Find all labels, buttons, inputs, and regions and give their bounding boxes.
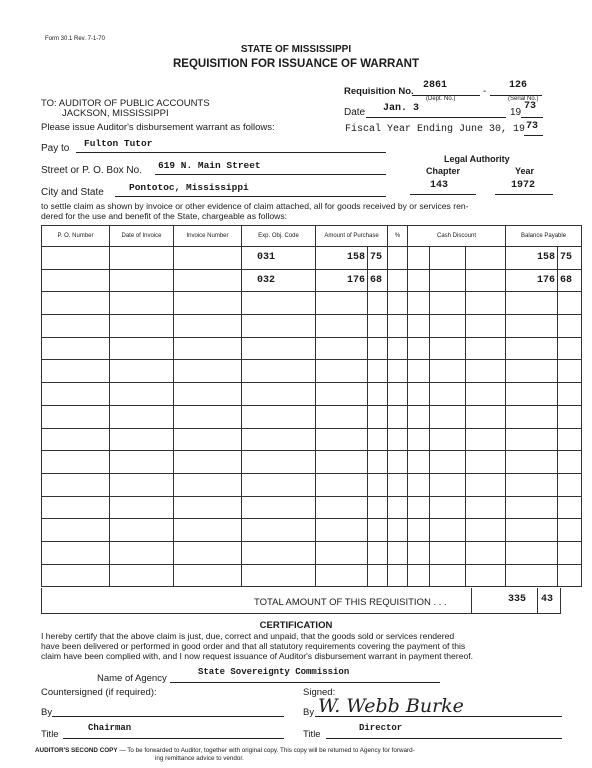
header-percent: % <box>388 226 408 247</box>
balance-cents-cell: 68 <box>558 269 582 292</box>
street-value[interactable]: 619 N. Main Street <box>158 160 261 171</box>
fiscal-year[interactable]: 73 <box>526 121 539 132</box>
year-value[interactable]: 1972 <box>511 180 536 191</box>
footer-text-2: ing remittance advice to vendor. <box>155 755 244 762</box>
chapter-value[interactable]: 143 <box>430 180 449 191</box>
countersign-title-value[interactable]: Chairman <box>88 723 132 733</box>
amount-cents-cell: 68 <box>368 269 388 292</box>
city-value[interactable]: Pontotoc, Mississippi <box>129 182 249 193</box>
city-label: City and State <box>41 187 104 198</box>
table-row <box>42 247 582 270</box>
balance-cents-cell: 75 <box>558 247 582 270</box>
chapter-label: Chapter <box>426 166 461 176</box>
addressee-line-1: TO: AUDITOR OF PUBLIC ACCOUNTS <box>41 98 210 109</box>
date-year[interactable]: 73 <box>524 101 537 112</box>
agency-label: Name of Agency <box>97 673 167 684</box>
table-header-row <box>42 226 582 247</box>
instruction-text: Please issue Auditor's disbursement warrant as follows: <box>41 122 275 133</box>
countersign-title-label: Title <box>41 729 59 740</box>
countersign-by-label: By <box>41 707 53 718</box>
requisition-label: Requisition No. <box>344 86 414 97</box>
settle-text-line-2: dered for the use and benefit of the State, chargeable as follows: <box>41 211 288 221</box>
requisition-dash: - <box>483 86 487 97</box>
dept-number[interactable]: 2861 <box>423 80 448 91</box>
pay-to-value[interactable]: Fulton Tutor <box>84 138 153 149</box>
certification-title: CERTIFICATION <box>259 620 333 631</box>
pay-to-label: Pay to <box>41 143 70 154</box>
total-dollars: 335 <box>508 594 527 605</box>
footer-text-1: — To be forwarded to Auditor, together with original copy. This copy will be returned to Agency for forward- <box>119 747 415 754</box>
countersigned-label: Countersigned (if required): <box>41 687 157 698</box>
amount-cents-cell: 75 <box>368 247 388 270</box>
form-number: Form 30.1 Rev. 7-1-70 <box>45 36 105 42</box>
settle-text-line-1: to settle claim as shown by invoice or other evidence of claim attached, all for goods received by or services ren- <box>41 201 469 211</box>
signature[interactable]: W. Webb Burke <box>318 695 464 717</box>
amount-dollars-cell: 176 <box>316 269 368 292</box>
signed-label: Signed: <box>303 687 336 698</box>
signer-title-value[interactable]: Director <box>359 723 403 733</box>
table-row <box>42 269 582 292</box>
header-invoice-number: Invoice Number <box>174 226 242 247</box>
certification-line-1: I hereby certify that the above claim is just, due, correct and unpaid, that the goods sold or services rendered <box>41 631 455 641</box>
balance-dollars-cell: 176 <box>506 269 558 292</box>
state-heading: STATE OF MISSISSIPPI <box>240 44 352 55</box>
signer-title-label: Title <box>303 729 321 740</box>
serial-number[interactable]: 126 <box>509 80 528 91</box>
street-label: Street or P. O. Box No. <box>41 165 142 176</box>
total-row <box>41 588 561 614</box>
charges-table <box>41 225 582 587</box>
total-label: TOTAL AMOUNT OF THIS REQUISITION . . . <box>254 597 447 608</box>
amount-dollars-cell: 158 <box>316 247 368 270</box>
date-value[interactable]: Jan. 3 <box>383 103 420 114</box>
header-balance-payable: Balance Payable <box>506 226 582 247</box>
footer-line-1 <box>35 747 415 754</box>
date-label: Date <box>344 107 366 118</box>
signed-by-label: By <box>303 707 315 718</box>
dept-caption: (Dept. No.) <box>426 96 456 102</box>
year-label: Year <box>515 166 535 176</box>
exp-code-cell: 032 <box>242 269 316 292</box>
exp-code-cell: 031 <box>242 247 316 270</box>
certification-line-2: have been delivered or performed in good order and that all statutory requirements covering the payment of this <box>41 641 466 651</box>
form-title: REQUISITION FOR ISSUANCE OF WARRANT <box>173 58 419 70</box>
header-po-number: P. O. Number <box>42 226 110 247</box>
balance-dollars-cell: 158 <box>506 247 558 270</box>
agency-value[interactable]: State Sovereignty Commission <box>198 667 350 677</box>
certification-line-3: claim have been complied with, and I now request issuance of Auditor's disbursement warrant in payment thereof. <box>41 651 474 661</box>
footer-copy-label: AUDITOR'S SECOND COPY <box>35 747 118 754</box>
header-cash-discount: Cash Discount <box>408 226 506 247</box>
year-prefix: 19 <box>510 107 522 118</box>
fiscal-year-text: Fiscal Year Ending June 30, 19 <box>345 124 526 135</box>
total-cents: 43 <box>541 594 554 605</box>
addressee-line-2: JACKSON, MISSISSIPPI <box>62 108 169 119</box>
header-date-of-invoice: Date of Invoice <box>110 226 174 247</box>
serial-caption: (Serial No.) <box>508 96 539 102</box>
header-amount-of-purchase: Amount of Purchase <box>316 226 388 247</box>
legal-authority-title: Legal Authority <box>444 154 510 164</box>
empty-rows <box>42 292 582 587</box>
header-exp-obj-code: Exp. Obj. Code <box>242 226 316 247</box>
